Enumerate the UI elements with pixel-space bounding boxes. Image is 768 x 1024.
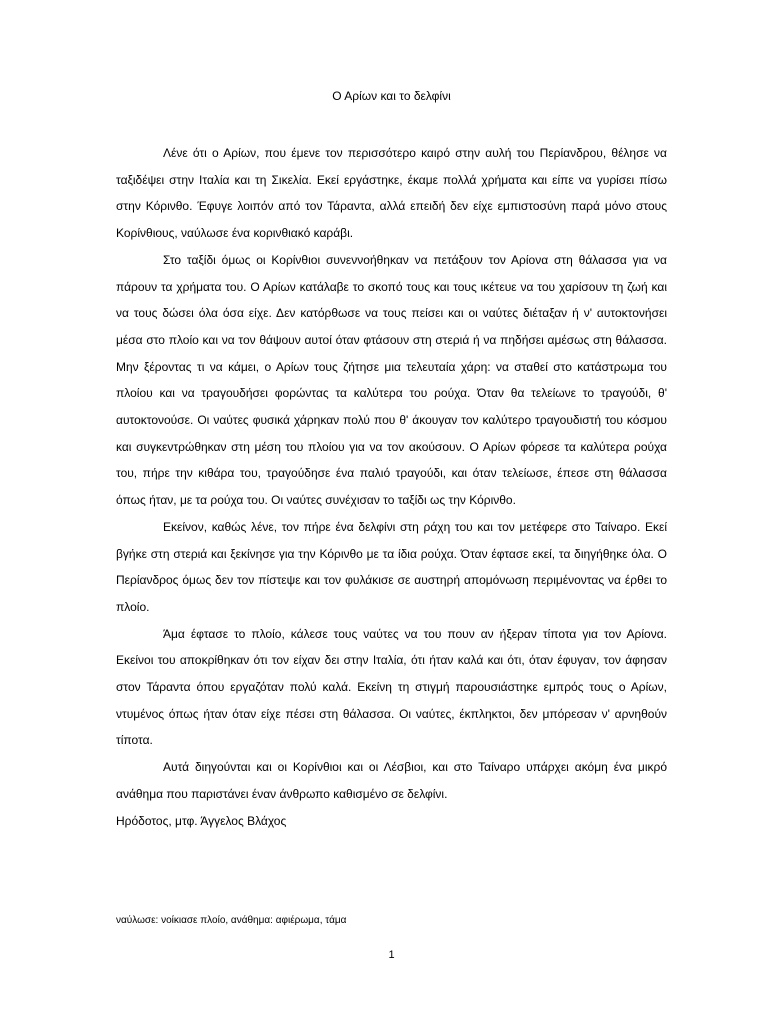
document-body (116, 140, 667, 834)
document-page (116, 0, 667, 1024)
paragraph-5: Αυτά διηγούνται και οι Κορίνθιοι και οι Λέσβιοι, και στο Ταίναρο υπάρχει ακόμη ένα μικρό ανάθημα που παριστάνει έναν άνθρωπο καθισμένο σε δελφίνι. (116, 760, 667, 801)
page-number: 1 (388, 949, 395, 961)
attribution: Ηρόδοτος, μτφ. Άγγελος Βλάχος (116, 813, 287, 828)
paragraph-4: Άμα έφτασε το πλοίο, κάλεσε τους ναύτες να του πουν αν ήξεραν τίποτα για τον Αρίονα. Εκείνοι του αποκρίθηκαν ότι τον είχαν δει στην Ιταλία, ότι ήταν καλά και ότι, όταν έφυγαν, τον άφησαν στον Τάραντα όπου εργαζόταν πολύ καλά. Εκείνη τη στιγμή παρουσιάστηκε εμπρός τους ο Αρίων, ντυμένος όπως ήταν όταν είχε πέσει στη θάλασσα. Οι ναύτες, έκπληκτοι, δεν μπόρεσαν ν' αρνηθούν τίποτα. (116, 626, 667, 748)
paragraph-3: Εκείνον, καθώς λένε, τον πήρε ένα δελφίνι στη ράχη του και τον μετέφερε στο Ταίναρο. Εκεί βγήκε στη στεριά και ξεκίνησε για την Κόρινθο με τα ίδια ρούχα. Όταν έφτασε εκεί, τα διηγήθηκε όλα. Ο Περίανδρος όμως δεν τον πίστεψε και τον φυλάκισε σε αυστηρή απομόνωση περιμένοντας να έρθει το πλοίο. (116, 519, 667, 614)
paragraph-1: Λένε ότι ο Αρίων, που έμενε τον περισσότερο καιρό στην αυλή του Περίανδρου, θέλησε να ταξιδέψει στην Ιταλία και τη Σικελία. Εκεί εργάστηκε, έκαμε πολλά χρήματα και είπε να γυρίσει πίσω στην Κόρινθο. Έφυγε λοιπόν από τον Τάραντα, αλλά επειδή δεν είχε εμπιστοσύνη παρά μόνο στους Κορίνθιους, ναύλωσε ένα κορινθιακό καράβι. (116, 146, 667, 241)
document-title: Ο Αρίων και το δελφίνι (332, 89, 451, 103)
glossary-note: ναύλωσε: νοίκιασε πλοίο, ανάθημα: αφιέρωμα, τάμα (116, 915, 347, 926)
paragraph-2: Στο ταξίδι όμως οι Κορίνθιοι συνεννοήθηκαν να πετάξουν τον Αρίονα στη θάλασσα για να πάρουν τα χρήματα του. Ο Αρίων κατάλαβε το σκοπό τους και τους ικέτευε να του χαρίσουν τη ζωή και να τους δώσει όλα όσα είχε. Δεν κατόρθωσε να τους πείσει και οι ναύτες διέταξαν ή ν' αυτοκτονήσει μέσα στο πλοίο και να τον θάψουν αυτοί όταν φτάσουν στη στεριά ή να πηδήσει αμέσως στη θάλασσα. Μην ξέροντας τι να κάμει, ο Αρίων τους ζήτησε μια τελευταία χάρη: να σταθεί στο κατάστρωμα του πλοίου και να τραγουδήσει φορώντας τα καλύτερα του ρούχα. Όταν θα τελείωνε το τραγούδι, θ' αυτοκτονούσε. Οι ναύτες φυσικά χάρηκαν πολύ που θ' άκουγαν τον καλύτερο τραγουδιστή του κόσμου και συγκεντρώθηκαν στη μέση του πλοίου για να τον ακούσουν. Ο Αρίων φόρεσε τα καλύτερα ρούχα του, πήρε την κιθάρα του, τραγούδησε ένα παλιό τραγούδι, και όταν τελείωσε, έπεσε στη θάλασσα όπως ήταν, με τα ρούχα του. Οι ναύτες συνέχισαν το ταξίδι ως την Κόρινθο. (116, 252, 667, 508)
